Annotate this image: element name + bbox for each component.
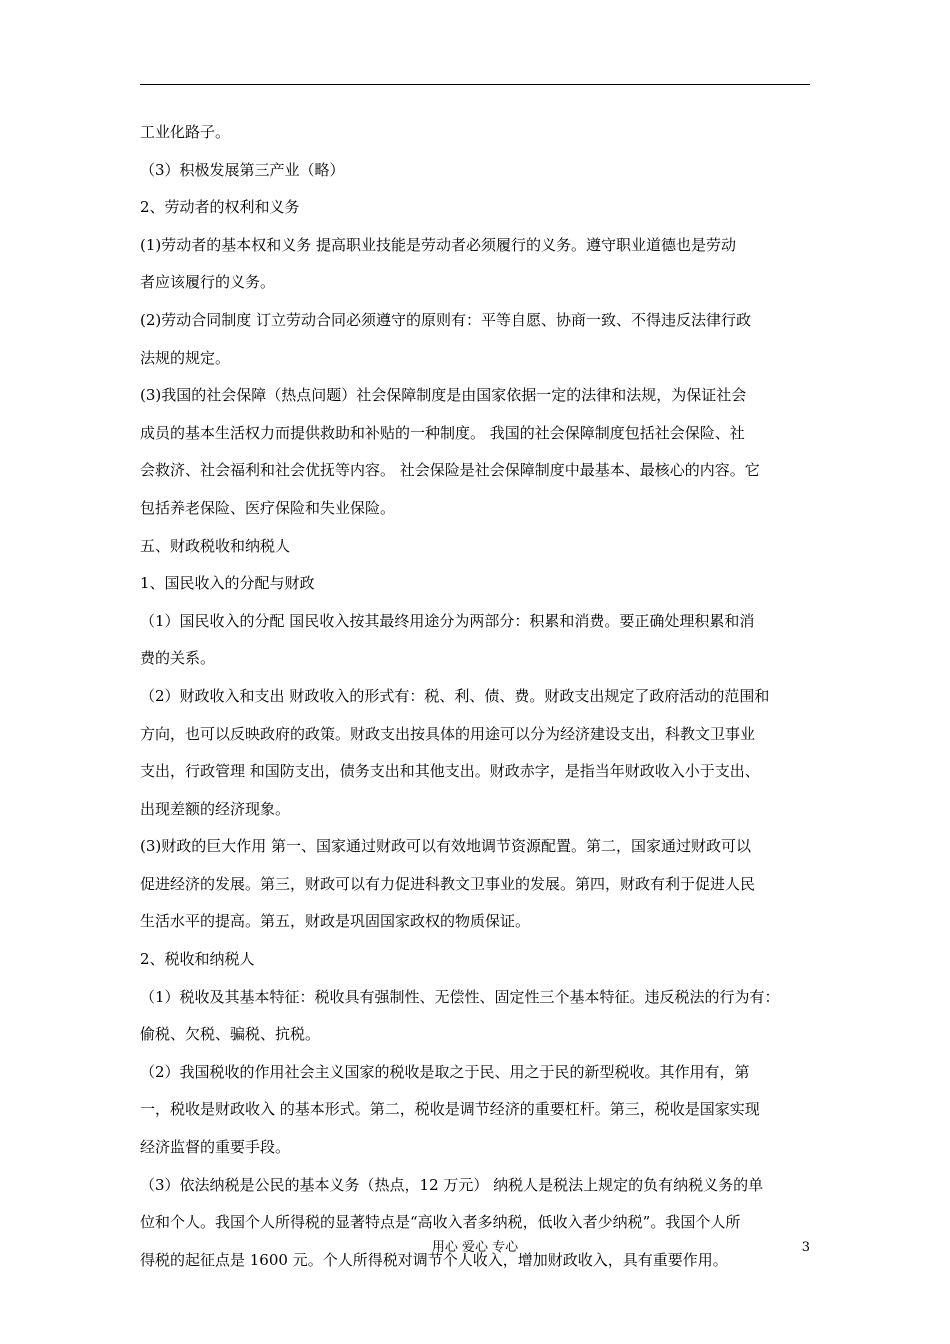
text-line: （2）我国税收的作用社会主义国家的税收是取之于民、用之于民的新型税收。其作用有，第 [140,1062,750,1081]
text-line: （1）国民收入的分配 国民收入按其最终用途分为两部分：积累和消费。要正确处理积累和消 [140,611,755,630]
text-line: （3）积极发展第三产业（略） [140,160,345,179]
text-line: （3）依法纳税是公民的基本义务（热点，12 万元） 纳税人是税法上规定的负有纳税义务的单 [140,1175,764,1194]
text-line: 生活水平的提高。第五，财政是巩固国家政权的物质保证。 [140,912,531,931]
text-line: 促进经济的发展。第三，财政可以有力促进科教文卫事业的发展。第四，财政有利于促进人民 [140,874,756,893]
text-line: 费的关系。 [140,649,216,668]
text-line: 出现差额的经济现象。 [140,799,291,818]
page-number: 3 [801,1240,810,1255]
text-line: 会救济、社会福利和社会优抚等内容。 社会保险是社会保障制度中最基本、最核心的内容。它 [140,461,760,480]
text-line: 法规的规定。 [140,348,231,367]
text-line: 2、税收和纳税人 [140,950,255,969]
text-line: 支出，行政管理 和国防支出，债务支出和其他支出。财政赤字，是指当年财政收入小于支出、 [140,762,760,781]
text-line: 位和个人。我国个人所得税的显著特点是“高收入者多纳税，低收入者少纳税”。我国个人所 [140,1213,741,1232]
footer-motto: 用心 爱心 专心 [431,1240,519,1255]
text-line: 偷税、欠税、骗税、抗税。 [140,1025,321,1044]
document-body [140,114,812,1279]
section-heading: 五、财政税收和纳税人 [140,536,291,555]
text-line: 2、劳动者的权利和义务 [140,198,300,217]
text-line: (3)财政的巨大作用 第一、国家通过财政可以有效地调节资源配置。第二，国家通过财政可以 [140,837,752,856]
text-line: 者应该履行的义务。 [140,273,276,292]
header-rule [140,84,810,85]
text-line: 得税的起征点是 1600 元。个人所得税对调节个人收入，增加财政收入，具有重要作用。 [140,1250,728,1269]
text-line: 一，税收是财政收入 的基本形式。第二，税收是调节经济的重要杠杆。第三，税收是国家实现 [140,1100,760,1119]
text-line: 成员的基本生活权力而提供救助和补贴的一种制度。 我国的社会保障制度包括社会保险、社 [140,423,745,442]
text-line: 经济监督的重要手段。 [140,1138,291,1157]
text-line: 1、国民收入的分配与财政 [140,574,315,593]
text-line: 工业化路子。 [140,123,231,141]
text-line: 包括养老保险、医疗保险和失业保险。 [140,498,396,517]
text-line: (1)劳动者的基本权和义务 提高职业技能是劳动者必须履行的义务。遵守职业道德也是劳动 [140,235,737,254]
text-line: （2）财政收入和支出 财政收入的形式有：税、利、债、费。财政支出规定了政府活动的范围和 [140,686,770,705]
text-line: 方向，也可以反映政府的政策。财政支出按具体的用途可以分为经济建设支出，科教文卫事业 [140,724,756,743]
text-line: (2)劳动合同制度 订立劳动合同必须遵守的原则有：平等自愿、协商一致、不得违反法律行政 [140,310,752,329]
text-line: （1）税收及其基本特征：税收具有强制性、无偿性、固定性三个基本特征。违反税法的行为有： [140,987,780,1006]
text-line: (3)我国的社会保障（热点问题）社会保障制度是由国家依据一定的法律和法规，为保证社会 [140,386,747,405]
